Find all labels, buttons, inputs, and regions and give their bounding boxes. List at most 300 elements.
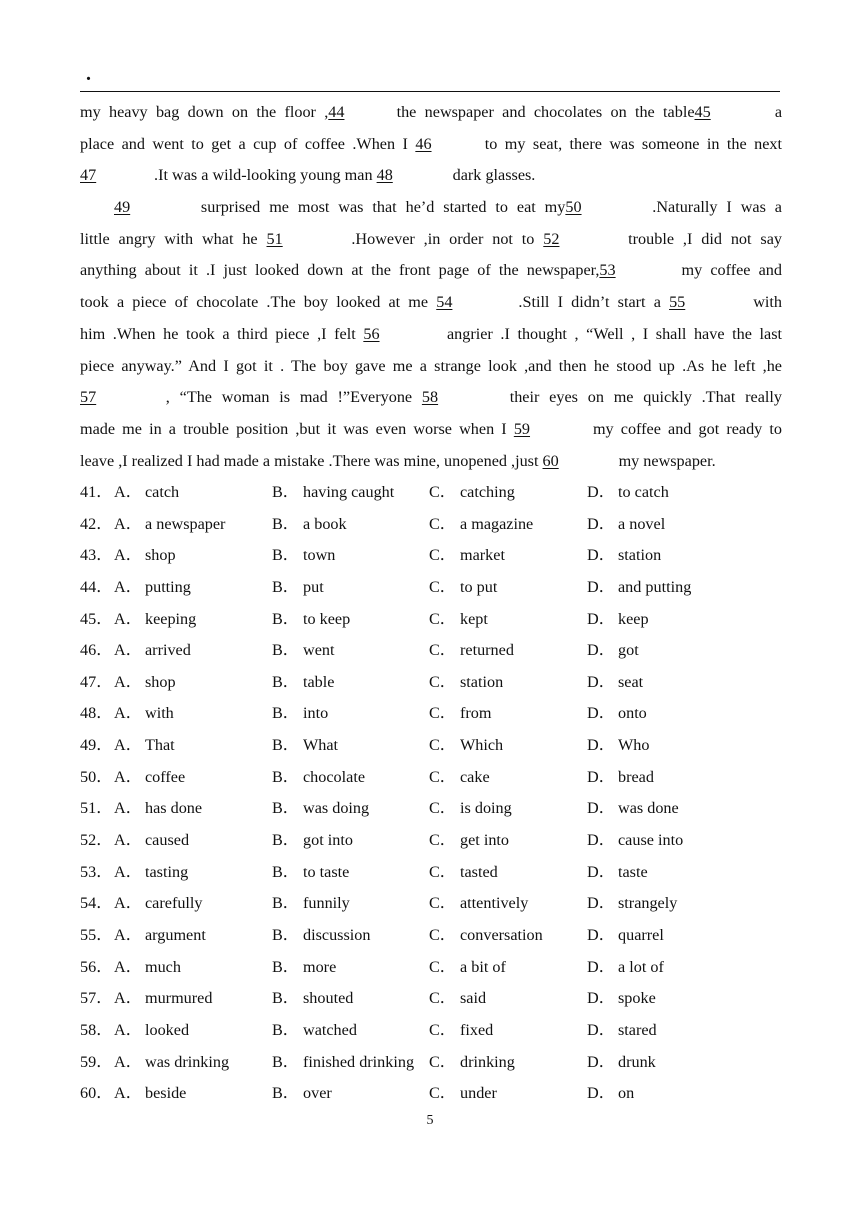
- option-text: shop: [145, 546, 176, 565]
- option-letter: A．: [114, 704, 142, 723]
- option-a: [114, 572, 191, 604]
- option-text: market: [460, 546, 505, 565]
- option-a: [114, 604, 196, 636]
- passage-text: their eyes on me quickly .That really: [499, 388, 782, 407]
- option-b: [272, 1078, 332, 1110]
- question-number: 50．: [80, 767, 113, 786]
- option-c: [429, 572, 497, 604]
- option-letter: D．: [587, 1084, 615, 1103]
- option-text: to put: [460, 577, 498, 596]
- option-a: [114, 1015, 189, 1047]
- option-a: [114, 920, 206, 952]
- option-b: [272, 698, 328, 730]
- option-b: [272, 793, 369, 825]
- option-d: [587, 1047, 656, 1079]
- blank-56: 56: [363, 324, 380, 343]
- option-c: [429, 920, 543, 952]
- option-d: [587, 604, 649, 636]
- option-text: town: [303, 546, 336, 565]
- option-b: [272, 572, 324, 604]
- option-d: [587, 477, 669, 509]
- question-number: 41．: [80, 483, 113, 501]
- option-text: cause into: [618, 831, 684, 850]
- option-text: to catch: [618, 483, 669, 501]
- option-letter: C．: [429, 1020, 456, 1039]
- option-letter: D．: [587, 546, 615, 565]
- passage-text: my newspaper.: [614, 451, 716, 470]
- passage-line: [80, 382, 782, 414]
- passage-text: my heavy bag down on the floor ,: [80, 103, 329, 121]
- question-row: [80, 1078, 790, 1110]
- question-row: [80, 762, 790, 794]
- option-text: put: [303, 577, 324, 596]
- option-letter: B．: [272, 1052, 299, 1071]
- option-letter: C．: [429, 672, 456, 691]
- option-letter: D．: [587, 704, 615, 723]
- option-letter: C．: [429, 577, 456, 596]
- option-letter: B．: [272, 704, 299, 723]
- question-row: [80, 825, 790, 857]
- option-a: [114, 888, 203, 920]
- option-letter: B．: [272, 672, 299, 691]
- option-text: was doing: [303, 799, 370, 818]
- passage-text: him .When he took a third piece ,I felt: [80, 324, 364, 343]
- option-a: [114, 540, 176, 572]
- option-d: [587, 825, 683, 857]
- question-row: [80, 477, 790, 509]
- option-text: drunk: [618, 1052, 656, 1071]
- option-text: having caught: [303, 483, 395, 501]
- option-text: discussion: [303, 925, 371, 944]
- options-list: [80, 477, 790, 1110]
- option-letter: A．: [114, 1052, 142, 1071]
- blank-59: 59: [513, 419, 531, 438]
- option-letter: B．: [272, 831, 299, 850]
- question-row: [80, 635, 790, 667]
- blank-48: 48: [376, 166, 393, 185]
- passage-text: leave ,I realized I had made a mistake .There was mine, unopened ,just: [80, 451, 543, 470]
- option-letter: D．: [587, 672, 615, 691]
- option-text: bread: [618, 767, 654, 786]
- question-number: 57．: [80, 989, 113, 1008]
- option-text: a book: [303, 514, 347, 533]
- option-d: [587, 509, 665, 541]
- option-a: [114, 698, 174, 730]
- option-letter: C．: [429, 862, 456, 881]
- option-text: a newspaper: [145, 514, 226, 533]
- option-text: a bit of: [460, 957, 506, 976]
- blank-55: 55: [669, 293, 686, 312]
- option-text: taste: [618, 862, 648, 881]
- option-a: [114, 952, 181, 984]
- passage-text: angrier .I thought , “Well , I shall have the last: [439, 324, 782, 343]
- option-text: kept: [460, 609, 488, 628]
- option-letter: B．: [272, 546, 299, 565]
- option-text: funnily: [303, 894, 350, 913]
- option-text: What: [303, 736, 339, 755]
- option-text: carefully: [145, 894, 203, 913]
- blank-44: 44: [328, 103, 345, 121]
- option-text: caused: [145, 831, 190, 850]
- question-row: [80, 888, 790, 920]
- option-b: [272, 983, 353, 1015]
- option-b: [272, 604, 350, 636]
- option-text: catching: [460, 483, 515, 501]
- option-text: on: [618, 1084, 635, 1103]
- option-letter: D．: [587, 925, 615, 944]
- option-letter: A．: [114, 483, 142, 501]
- passage-text: my coffee and got ready to: [585, 419, 782, 438]
- option-text: beside: [145, 1084, 187, 1103]
- option-c: [429, 1015, 493, 1047]
- option-text: strangely: [618, 894, 678, 913]
- option-b: [272, 888, 350, 920]
- option-text: looked: [145, 1020, 190, 1039]
- option-text: tasted: [460, 862, 498, 881]
- option-text: spoke: [618, 989, 656, 1008]
- option-letter: C．: [429, 767, 456, 786]
- option-b: [272, 540, 335, 572]
- option-text: under: [460, 1084, 497, 1103]
- option-text: Which: [460, 736, 504, 755]
- option-text: seat: [618, 672, 644, 691]
- passage-text: trouble ,I did not say: [619, 229, 782, 248]
- passage-text: the newspaper and chocolates on the table: [388, 103, 695, 121]
- option-text: get into: [460, 831, 510, 850]
- question-number: 49．: [80, 736, 113, 755]
- option-letter: C．: [429, 989, 456, 1008]
- option-letter: C．: [429, 957, 456, 976]
- question-number: 53．: [80, 862, 113, 881]
- option-text: Who: [618, 736, 650, 755]
- passage-text: .Still I didn’t start a: [510, 293, 670, 312]
- option-b: [272, 1015, 357, 1047]
- option-letter: D．: [587, 799, 615, 818]
- option-d: [587, 540, 661, 572]
- option-letter: B．: [272, 514, 299, 533]
- option-letter: A．: [114, 831, 142, 850]
- option-text: was done: [618, 799, 679, 818]
- option-c: [429, 983, 486, 1015]
- header-mark: .: [86, 63, 91, 85]
- option-letter: B．: [272, 1084, 299, 1103]
- option-text: tasting: [145, 862, 189, 881]
- option-letter: D．: [587, 862, 615, 881]
- option-text: drinking: [460, 1052, 515, 1071]
- option-text: has done: [145, 799, 203, 818]
- option-text: finished drinking: [303, 1052, 415, 1071]
- blank-46: 46: [415, 134, 432, 153]
- option-text: more: [303, 957, 337, 976]
- option-b: [272, 1047, 414, 1079]
- option-letter: A．: [114, 641, 142, 660]
- option-c: [429, 825, 509, 857]
- option-text: with: [145, 704, 174, 723]
- question-row: [80, 1015, 790, 1047]
- option-text: returned: [460, 641, 514, 660]
- question-number: 52．: [80, 831, 113, 850]
- option-text: chocolate: [303, 767, 366, 786]
- option-c: [429, 952, 506, 984]
- option-b: [272, 952, 336, 984]
- question-row: [80, 730, 790, 762]
- option-letter: A．: [114, 736, 142, 755]
- passage-text: a: [766, 103, 783, 121]
- option-letter: B．: [272, 799, 299, 818]
- passage-line: [80, 97, 782, 129]
- option-d: [587, 920, 664, 952]
- question-number: 51．: [80, 799, 113, 818]
- option-letter: B．: [272, 1020, 299, 1039]
- option-d: [587, 793, 679, 825]
- option-letter: D．: [587, 989, 615, 1008]
- option-letter: A．: [114, 514, 142, 533]
- passage-line: [80, 129, 782, 161]
- option-text: arrived: [145, 641, 191, 660]
- option-d: [587, 983, 656, 1015]
- option-c: [429, 509, 533, 541]
- option-b: [272, 762, 365, 794]
- option-text: went: [303, 641, 335, 660]
- question-number: 46．: [80, 641, 113, 660]
- option-b: [272, 920, 370, 952]
- passage-text: took a piece of chocolate .The boy looked at me: [80, 293, 437, 312]
- passage-line: [80, 446, 782, 478]
- option-text: argument: [145, 925, 206, 944]
- option-text: and putting: [618, 577, 692, 596]
- option-c: [429, 604, 488, 636]
- blank-50: 50: [565, 198, 582, 217]
- passage-line: [80, 414, 782, 446]
- blank-60: 60: [542, 451, 559, 470]
- question-number: 56．: [80, 957, 113, 976]
- question-number: 58．: [80, 1020, 113, 1039]
- option-text: a novel: [618, 514, 666, 533]
- option-text: into: [303, 704, 329, 723]
- passage-line: [80, 224, 782, 256]
- question-row: [80, 604, 790, 636]
- question-row: [80, 540, 790, 572]
- option-text: over: [303, 1084, 332, 1103]
- option-text: That: [145, 736, 175, 755]
- option-a: [114, 477, 179, 509]
- option-letter: A．: [114, 767, 142, 786]
- option-letter: D．: [587, 641, 615, 660]
- question-row: [80, 572, 790, 604]
- option-letter: D．: [587, 1020, 615, 1039]
- option-text: onto: [618, 704, 647, 723]
- option-text: cake: [460, 767, 490, 786]
- question-number: 42．: [80, 514, 113, 533]
- option-letter: B．: [272, 577, 299, 596]
- blank-51: 51: [266, 229, 283, 248]
- passage-text: anything about it .I just looked down at the front page of the newspaper,: [80, 261, 600, 280]
- option-text: shop: [145, 672, 176, 691]
- option-letter: C．: [429, 514, 456, 533]
- option-c: [429, 477, 515, 509]
- option-letter: A．: [114, 957, 142, 976]
- option-c: [429, 1078, 497, 1110]
- option-text: watched: [303, 1020, 357, 1039]
- question-number: 55．: [80, 925, 113, 944]
- option-text: keeping: [145, 609, 197, 628]
- question-row: [80, 509, 790, 541]
- question-row: [80, 983, 790, 1015]
- option-b: [272, 509, 347, 541]
- question-row: [80, 952, 790, 984]
- option-text: murmured: [145, 989, 213, 1008]
- question-number: 60．: [80, 1084, 113, 1103]
- question-row: [80, 793, 790, 825]
- option-d: [587, 667, 643, 699]
- blank-45: 45: [694, 103, 711, 121]
- option-a: [114, 509, 225, 541]
- passage-line: [80, 319, 782, 351]
- question-row: [80, 698, 790, 730]
- question-number: 43．: [80, 546, 113, 565]
- passage-line: [80, 287, 782, 319]
- passage-text: dark glasses.: [448, 166, 536, 185]
- option-text: conversation: [460, 925, 543, 944]
- option-letter: B．: [272, 989, 299, 1008]
- option-d: [587, 888, 677, 920]
- option-letter: B．: [272, 641, 299, 660]
- option-text: keep: [618, 609, 649, 628]
- option-text: was drinking: [145, 1052, 230, 1071]
- option-letter: B．: [272, 736, 299, 755]
- blank-47: 47: [80, 166, 97, 185]
- option-d: [587, 730, 649, 762]
- passage-text: place and went to get a cup of coffee .When I: [80, 134, 416, 153]
- passage-text: .Naturally I was a: [643, 198, 782, 217]
- option-letter: B．: [272, 767, 299, 786]
- option-letter: C．: [429, 704, 456, 723]
- option-letter: A．: [114, 925, 142, 944]
- option-letter: D．: [587, 957, 615, 976]
- passage-line: [80, 192, 782, 224]
- option-text: attentively: [460, 894, 529, 913]
- option-text: fixed: [460, 1020, 494, 1039]
- option-c: [429, 667, 503, 699]
- option-letter: B．: [272, 609, 299, 628]
- blank-58: 58: [421, 388, 439, 407]
- question-row: [80, 667, 790, 699]
- question-number: 47．: [80, 672, 113, 691]
- passage-text: .However ,in order not to: [342, 229, 544, 248]
- option-letter: D．: [587, 736, 615, 755]
- question-row: [80, 920, 790, 952]
- option-a: [114, 1078, 186, 1110]
- blank-49: 49: [114, 198, 131, 217]
- option-d: [587, 762, 654, 794]
- question-number: 45．: [80, 609, 113, 628]
- option-letter: A．: [114, 609, 142, 628]
- option-letter: C．: [429, 641, 456, 660]
- option-text: station: [460, 672, 504, 691]
- passage-text: my coffee and: [673, 261, 782, 280]
- question-number: 59．: [80, 1052, 113, 1071]
- option-text: got into: [303, 831, 353, 850]
- option-letter: A．: [114, 894, 142, 913]
- option-a: [114, 1047, 229, 1079]
- option-letter: D．: [587, 514, 615, 533]
- option-a: [114, 825, 189, 857]
- option-letter: D．: [587, 483, 615, 501]
- option-a: [114, 667, 176, 699]
- passage-line: [80, 255, 782, 287]
- option-letter: D．: [587, 831, 615, 850]
- option-text: shouted: [303, 989, 354, 1008]
- option-text: a lot of: [618, 957, 664, 976]
- passage-text: little angry with what he: [80, 229, 267, 248]
- option-letter: B．: [272, 483, 299, 501]
- option-d: [587, 1015, 657, 1047]
- option-text: to taste: [303, 862, 350, 881]
- option-letter: A．: [114, 546, 142, 565]
- option-text: said: [460, 989, 487, 1008]
- passage-text: piece anyway.” And I got it . The boy gave me a strange look ,and then he stood up .As he left ,he: [80, 356, 782, 375]
- option-letter: C．: [429, 1084, 456, 1103]
- option-letter: C．: [429, 799, 456, 818]
- option-c: [429, 730, 503, 762]
- option-letter: C．: [429, 483, 456, 501]
- option-c: [429, 888, 528, 920]
- option-text: got: [618, 641, 639, 660]
- option-text: quarrel: [618, 925, 664, 944]
- option-a: [114, 730, 175, 762]
- option-d: [587, 698, 647, 730]
- option-letter: B．: [272, 957, 299, 976]
- passage-text: surprised me most was that he’d started to eat my: [192, 198, 566, 217]
- option-c: [429, 1047, 515, 1079]
- option-d: [587, 952, 664, 984]
- option-letter: A．: [114, 989, 142, 1008]
- question-number: 48．: [80, 704, 113, 723]
- option-letter: C．: [429, 546, 456, 565]
- option-text: stared: [618, 1020, 657, 1039]
- option-d: [587, 572, 691, 604]
- option-letter: B．: [272, 894, 299, 913]
- option-letter: C．: [429, 736, 456, 755]
- option-d: [587, 857, 648, 889]
- option-text: to keep: [303, 609, 351, 628]
- blank-52: 52: [543, 229, 560, 248]
- option-c: [429, 698, 491, 730]
- passage-text: made me in a trouble position ,but it was even worse when I: [80, 419, 514, 438]
- option-text: station: [618, 546, 662, 565]
- option-d: [587, 1078, 634, 1110]
- option-letter: B．: [272, 862, 299, 881]
- blank-54: 54: [436, 293, 453, 312]
- option-letter: C．: [429, 609, 456, 628]
- option-c: [429, 762, 490, 794]
- page-number: 5: [426, 1113, 434, 1128]
- option-b: [272, 730, 338, 762]
- option-text: coffee: [145, 767, 186, 786]
- option-letter: D．: [587, 577, 615, 596]
- passage-text: .It was a wild-looking young man: [150, 166, 377, 185]
- option-text: from: [460, 704, 492, 723]
- option-a: [114, 635, 191, 667]
- passage-line: [80, 160, 782, 192]
- option-text: is doing: [460, 799, 512, 818]
- option-b: [272, 667, 334, 699]
- option-letter: D．: [587, 1052, 615, 1071]
- option-a: [114, 983, 212, 1015]
- passage-text: to my seat, there was someone in the next: [477, 134, 782, 153]
- question-number: 44．: [80, 577, 113, 596]
- option-letter: D．: [587, 609, 615, 628]
